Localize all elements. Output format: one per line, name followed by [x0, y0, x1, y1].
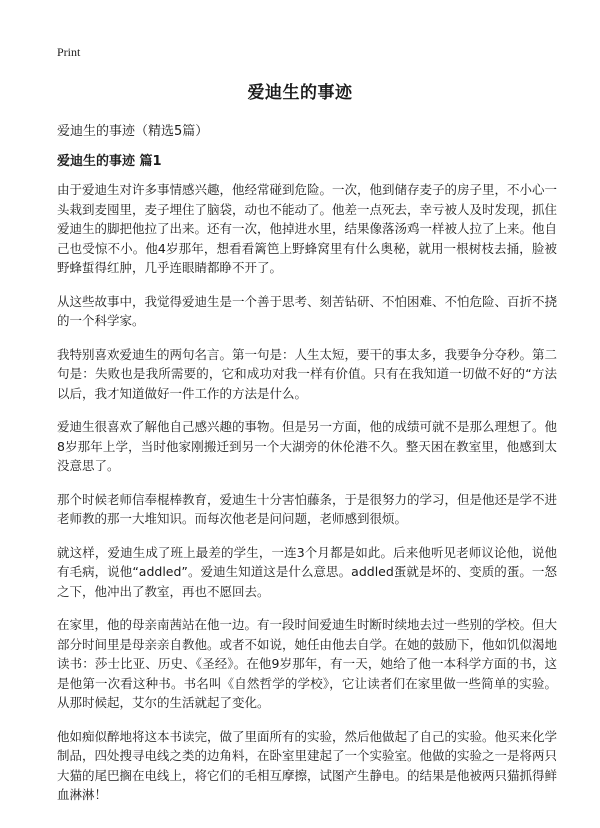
paragraph: 那个时候老师信奉棍棒教育，爱迪生十分害怕藤条，于是很努力的学习，但是他还是学不进老师教的那一大堆知识。而每次他老是问问题，老师感到很烦。: [57, 491, 558, 526]
document-subtitle: 爱迪生的事迹（精选5篇）: [57, 124, 209, 139]
document-body: [57, 180, 557, 819]
section-heading: 爱迪生的事迹 篇1: [57, 154, 162, 169]
page-title: 爱迪生的事迹: [247, 83, 353, 103]
print-label: Print: [57, 45, 81, 59]
paragraph: 就这样，爱迪生成了班上最差的学生，一连3个月都是如此。后来他听见老师议论他，说他有毛病，说他“addled”。爱迪生知道这是什么意思。addled蛋就是坏的、变质的蛋。一怒之下，他冲出了教室，再也不愿回去。: [57, 544, 557, 599]
paragraph: 在家里，他的母亲南茜站在他一边。有一段时间爱迪生时断时续地去过一些别的学校。但大部分时间里是母亲亲自教他。或者不如说，她任由他去自学。在她的鼓励下，他如饥似渴地读书：莎士比亚、历史、《圣经》。在他9岁那年，有一天，她给了他一本科学方面的书，这是他第一次看这种书。书名叫《自然哲学的学校》，它让读者们在家里做一些简单的实验。从那时候起，艾尔的生活就起了变化。: [57, 617, 558, 710]
paragraph: 从这些故事中，我觉得爱迪生是一个善于思考、刻苦钻研、不怕困难、不怕危险、百折不挠的一个科学家。: [57, 293, 558, 328]
paragraph: 由于爱迪生对许多事情感兴趣，他经常碰到危险。一次，他到储存麦子的房子里，不小心一头栽到麦囤里，麦子埋住了脑袋，动也不能动了。他差一点死去，幸亏被人及时发现，抓住爱迪生的脚把他拉了出来。还有一次，他掉进水里，结果像落汤鸡一样被人拉了上来。他自己也受惊不小。他4岁那年，想看看篱笆上野蜂窝里有什么奥秘，就用一根树枝去捅，脸被野蜂蜇得红肿，几乎连眼睛都睁不开了。: [57, 182, 558, 275]
paragraph: 他如痴似醉地将这本书读完，做了里面所有的实验，然后他做起了自己的实验。他买来化学制品，四处搜寻电线之类的边角料，在卧室里建起了一个实验室。他做的实验之一是将两只大猫的尾巴搁在电线上，将它们的毛相互摩擦，试图产生静电。的结果是他被两只猫抓得鲜血淋淋！: [57, 728, 558, 802]
paragraph: 我特别喜欢爱迪生的两句名言。第一句是：人生太短，要干的事太多，我要争分夺秒。第二句是：失败也是我所需要的，它和成功对我一样有价值。只有在我知道一切做不好的“方法以后，我才知道做好一件工作的方法是什么。: [57, 346, 558, 401]
paragraph: 爱迪生很喜欢了解他自己感兴趣的事物。但是另一方面，他的成绩可就不是那么理想了。他8岁那年上学，当时他家刚搬迁到另一个大湖旁的休伦港不久。整天困在教室里，他感到太没意思了。: [57, 419, 558, 473]
